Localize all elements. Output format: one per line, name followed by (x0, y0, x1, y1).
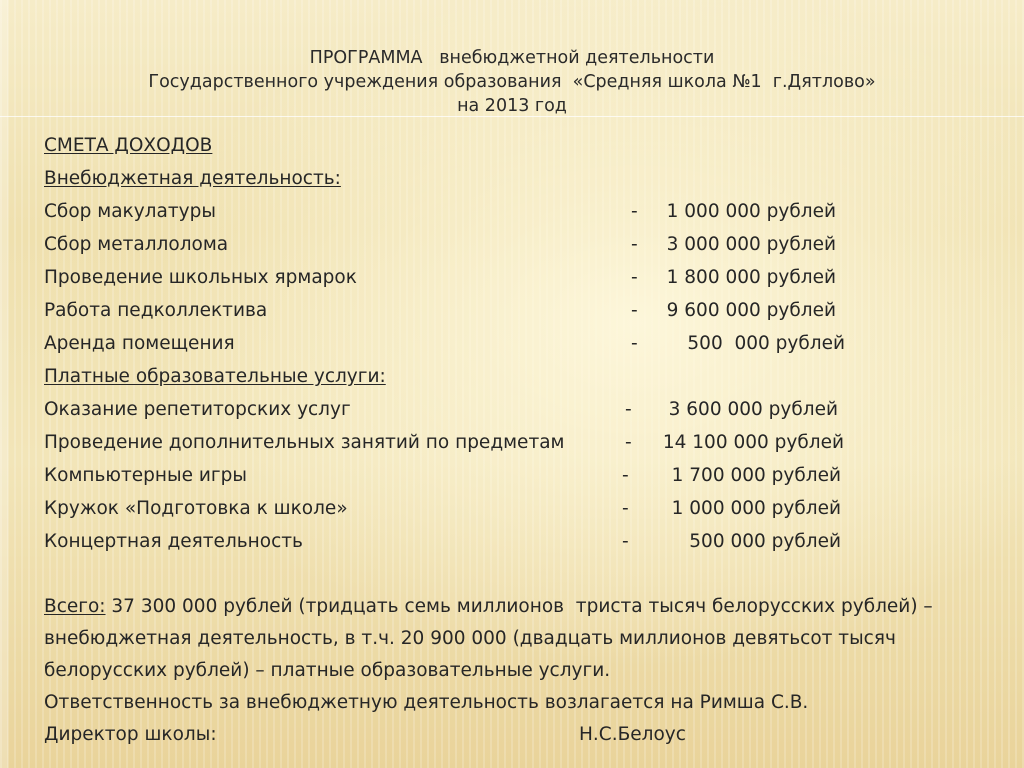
director-label: Директор школы: (44, 724, 217, 745)
income-label: Проведение школьных ярмарок (44, 267, 357, 288)
income-amount: 3 000 000 рублей (666, 234, 836, 255)
estimate-heading: СМЕТА ДОХОДОВ (44, 135, 213, 156)
income-amount: 9 600 000 рублей (666, 300, 836, 321)
income-amount: 500 000 рублей (687, 333, 845, 354)
total-text-1: 37 300 000 рублей (тридцать семь миллионов триста тысяч белорусских рублей) – (105, 596, 933, 617)
income-label: Оказание репетиторских услуг (44, 399, 351, 420)
section-extrabudgetary-heading: Внебюджетная деятельность: (44, 168, 341, 189)
income-dash: - (631, 300, 638, 321)
program-title (0, 46, 1024, 118)
title-line-3: на 2013 год (457, 96, 567, 116)
income-label: Работа педколлектива (44, 300, 268, 321)
income-amount: 1 000 000 рублей (666, 201, 836, 222)
director-name: Н.С.Белоус (579, 724, 686, 745)
income-dash: - (631, 234, 638, 255)
income-label: Компьютерные игры (44, 465, 247, 486)
total-line-3: белорусских рублей) – платные образовательные услуги. (44, 660, 611, 681)
income-amount: 3 600 000 рублей (668, 399, 838, 420)
income-dash: - (622, 465, 629, 486)
income-dash: - (622, 531, 629, 552)
total-line-1 (44, 590, 1004, 623)
income-dash: - (631, 201, 638, 222)
income-amount: 500 000 рублей (689, 531, 841, 552)
income-label: Кружок «Подготовка к школе» (44, 498, 348, 519)
income-dash: - (625, 432, 632, 453)
title-line-2: Государственного учреждения образования «Средняя школа №1 г.Дятлово» (148, 72, 876, 92)
income-label: Аренда помещения (44, 333, 235, 354)
income-amount: 1 000 000 рублей (671, 498, 841, 519)
income-label: Сбор макулатуры (44, 201, 216, 222)
income-amount: 1 700 000 рублей (671, 465, 841, 486)
income-amount: 1 800 000 рублей (666, 267, 836, 288)
income-amount: 14 100 000 рублей (662, 432, 844, 453)
section-paid-services-heading: Платные образовательные услуги: (44, 366, 386, 387)
income-label: Проведение дополнительных занятий по предметам (44, 432, 565, 453)
total-line-2: внебюджетная деятельность, в т.ч. 20 900 000 (двадцать миллионов девятьсот тысяч (44, 628, 896, 649)
income-dash: - (631, 267, 638, 288)
income-dash: - (631, 333, 638, 354)
income-label: Сбор металлолома (44, 234, 229, 255)
total-label: Всего: (44, 596, 106, 617)
income-dash: - (625, 399, 632, 420)
title-line-1: ПРОГРАММА внебюджетной деятельности (309, 48, 715, 68)
income-dash: - (622, 498, 629, 519)
responsibility-text: Ответственность за внебюджетную деятельность возлагается на Римша С.В. (44, 692, 809, 713)
income-label: Концертная деятельность (44, 531, 303, 552)
title-divider (0, 116, 1024, 117)
